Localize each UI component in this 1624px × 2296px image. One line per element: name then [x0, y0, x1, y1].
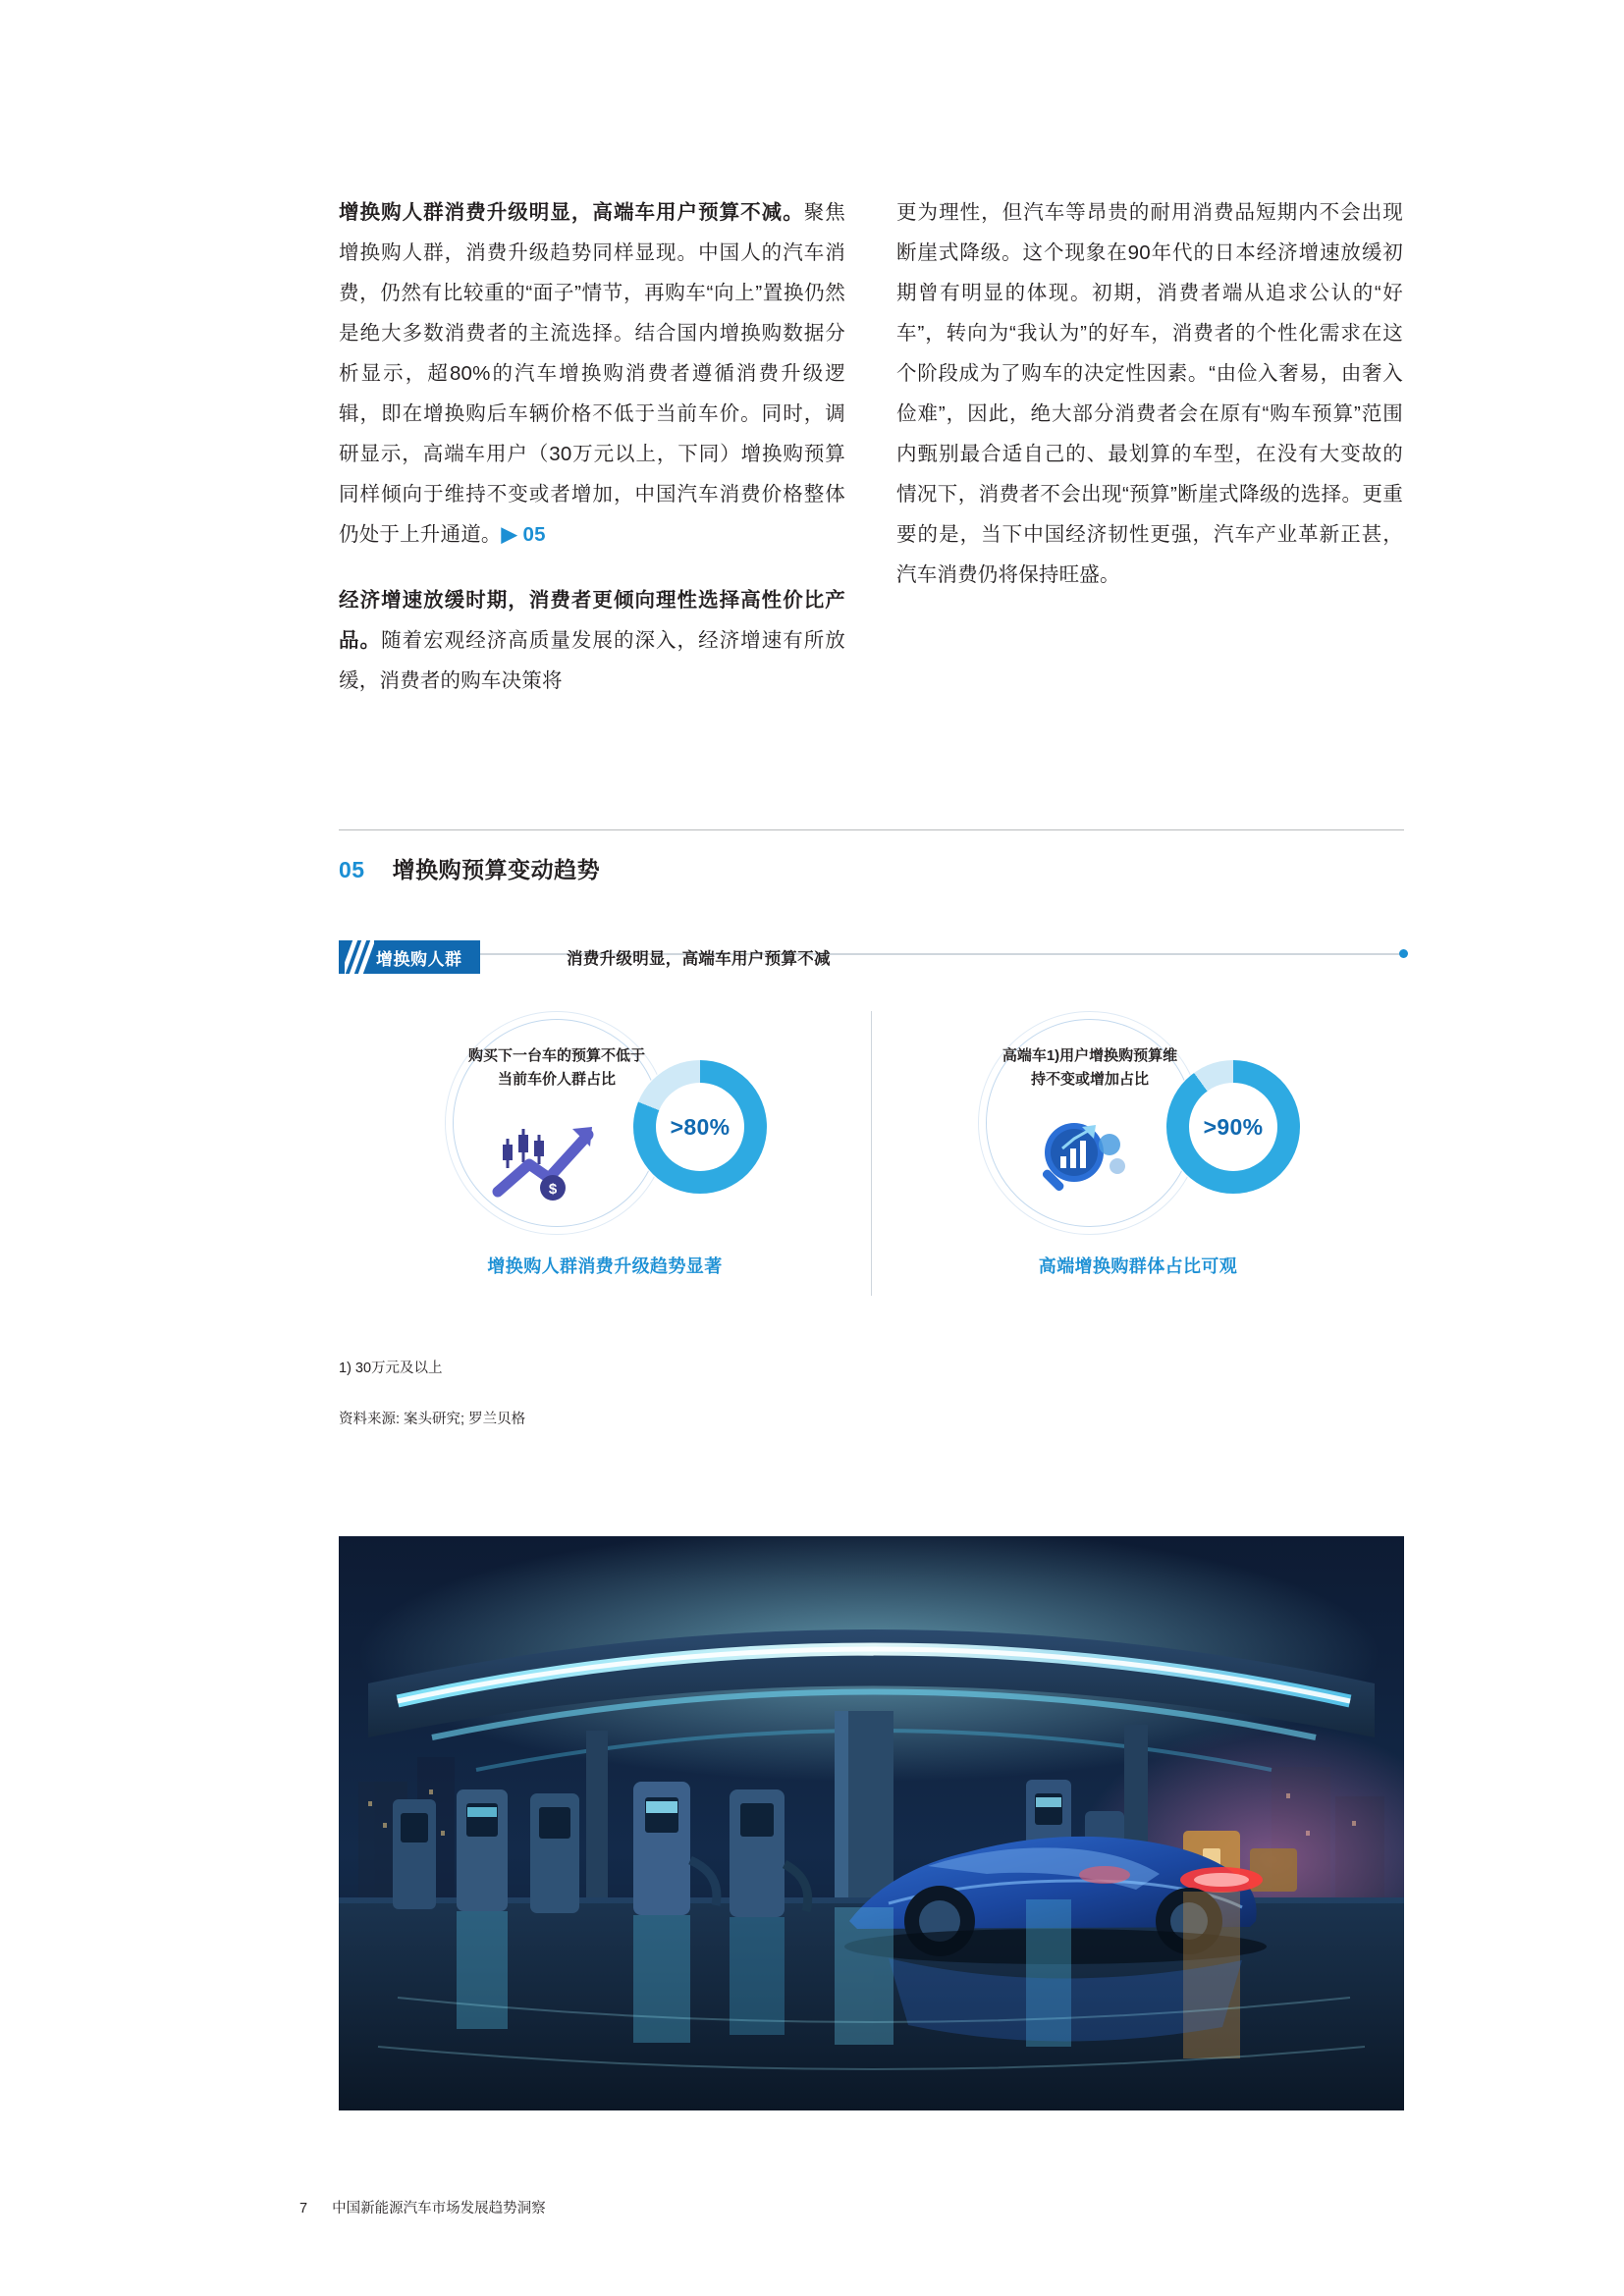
donut-center: [656, 1083, 744, 1171]
exhibit-reference: ▶ 05: [501, 523, 546, 546]
chart-panel-left: [339, 1001, 871, 1325]
exhibit-number: 05: [339, 857, 365, 882]
donut-chart: [1166, 1060, 1300, 1194]
left-column: [339, 192, 845, 701]
banner-rule: [339, 953, 1404, 955]
banner-end-dot: [1399, 949, 1408, 958]
page-footer: [299, 2197, 546, 2217]
section-divider: [339, 829, 1404, 830]
body-columns: [339, 192, 1404, 701]
chart-visual: [976, 1009, 1300, 1235]
paragraph-text: 更为理性，但汽车等昂贵的耐用消费品短期内不会出现断崖式降级。这个现象在90年代的日本经济增速放缓初期曾有明显的体现。初期，消费者端从追求公认的“好车”，转向为“我认为”的好车，消费者的个性化需求在这个阶段成为了购车的决定性因素。“由俭入奢易，由奢入俭难”，因此，绝大部分消费者会在原有“购车预算”范围内甄别最合适自己的、最划算的车型，在没有大变故的情况下，消费者不会出现“预算”断崖式降级的选择。更重要的是，当下中国经济韧性更强，汽车产业革新正甚，汽车消费仍将保持旺盛。: [896, 201, 1403, 586]
footer-title: 中国新能源汽车市场发展趋势洞察: [332, 2201, 546, 2216]
paragraph: [339, 580, 845, 701]
donut-value: >90%: [1203, 1113, 1264, 1140]
ring-label: 购买下一台车的预算不低于当前车价人群占比: [468, 1047, 646, 1088]
magnifier-bar-chart-icon: [1023, 1115, 1157, 1203]
paragraph-lead: 增换购人群消费升级明显，高端车用户预算不减。: [339, 201, 804, 224]
ring-label: 高端车1)用户增换购预算维持不变或增加占比: [1001, 1047, 1178, 1088]
donut-center: [1189, 1083, 1277, 1171]
banner-subtitle: 消费升级明显，高端车用户预算不减: [567, 950, 831, 968]
paragraph: [896, 192, 1403, 595]
page-number: 7: [299, 2201, 308, 2216]
chart-visual: [443, 1009, 767, 1235]
ev-charging-station-photo: [339, 1536, 1404, 2110]
exhibit-header: [339, 852, 600, 884]
source-note: 资料来源: 案头研究; 罗兰贝格: [339, 1412, 526, 1427]
exhibit-title: 增换购预算变动趋势: [392, 857, 601, 882]
exhibit-chart: [339, 1001, 1404, 1325]
exhibit-banner: [339, 947, 1404, 983]
donut-chart: [633, 1060, 767, 1194]
panel-caption: 高端增换购群体占比可观: [1038, 1256, 1238, 1276]
banner-tag-label: 增换购人群: [376, 949, 462, 969]
paragraph-text: 随着宏观经济高质量发展的深入，经济增速有所放缓，消费者的购车决策将: [339, 629, 845, 692]
chart-panel-right: [872, 1001, 1404, 1325]
trend-arrow-chart-icon: [490, 1115, 623, 1203]
paragraph-text: 聚焦增换购人群，消费升级趋势同样显现。中国人的汽车消费，仍然有比较重的“面子”情节，再购车“向上”置换仍然是绝大多数消费者的主流选择。结合国内增换购数据分析显示，超80%的汽车增换购消费者遵循消费升级逻辑，即在增换购后车辆价格不低于当前车价。同时，调研显示，高端车用户（30万元以上，下同）增换购预算同样倾向于维持不变或者增加，中国汽车消费价格整体仍处于上升通道。: [339, 201, 845, 546]
svg-text:$: $: [548, 1181, 558, 1198]
panel-caption: 增换购人群消费升级趋势显著: [487, 1256, 723, 1276]
footnote-1: 1) 30万元及以上: [339, 1361, 443, 1376]
paragraph: [339, 192, 845, 555]
banner-slashes-icon: [345, 940, 374, 974]
right-column: [896, 192, 1403, 701]
donut-value: >80%: [670, 1113, 731, 1140]
paragraph-lead: 经济增速放缓时期，消费者更倾向理性选择高性价比产品。: [339, 589, 845, 652]
